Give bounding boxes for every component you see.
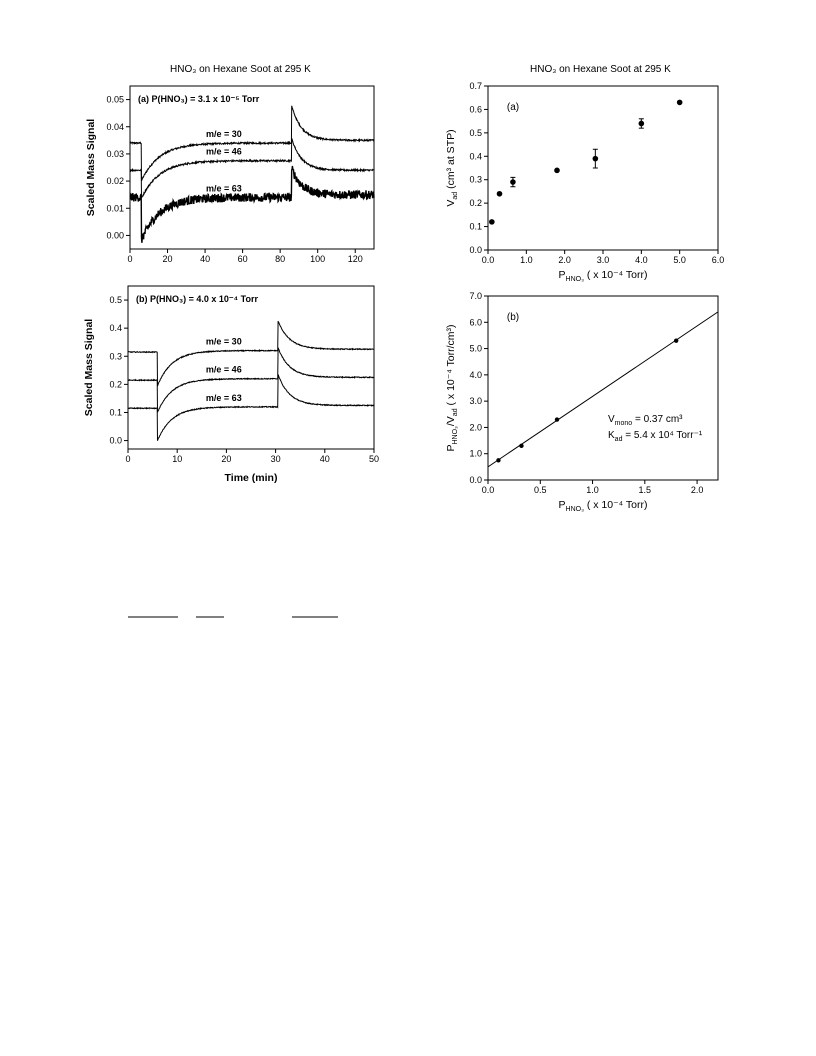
panel-label: (b) P(HNO₃) = 4.0 x 10⁻⁴ Torr bbox=[136, 294, 258, 304]
series-label: m/e = 46 bbox=[205, 146, 242, 157]
y-tick-label: 1.0 bbox=[469, 448, 482, 459]
y-axis-label-part: ad bbox=[452, 408, 459, 417]
series-line bbox=[130, 139, 374, 198]
y-tick-label: 0.03 bbox=[106, 148, 124, 159]
y-tick-label: 0.0 bbox=[469, 245, 482, 255]
data-point bbox=[593, 156, 599, 162]
y-tick-label: 0.01 bbox=[106, 203, 124, 214]
y-axis-label: Scaled Mass Signal bbox=[85, 118, 97, 217]
y-axis-label-part: P bbox=[445, 444, 457, 452]
x-tick-label: 0 bbox=[127, 254, 133, 264]
series-line bbox=[128, 321, 374, 386]
fit-line bbox=[488, 312, 718, 467]
plot-frame bbox=[128, 286, 374, 449]
x-axis-label bbox=[559, 499, 648, 513]
right-figure-title: HNO₃ on Hexane Soot at 295 K bbox=[530, 64, 671, 75]
data-point bbox=[510, 179, 516, 185]
left-figure-title: HNO₃ on Hexane Soot at 295 K bbox=[170, 64, 311, 75]
x-axis-label bbox=[559, 269, 648, 283]
annotation-kad-part: K bbox=[608, 430, 615, 441]
x-tick-label: 80 bbox=[275, 254, 286, 264]
chart-left-b bbox=[83, 286, 379, 484]
x-tick-label: 2.0 bbox=[690, 485, 704, 495]
series-label: m/e = 46 bbox=[205, 364, 242, 375]
plot-frame bbox=[488, 86, 718, 250]
data-point bbox=[674, 338, 678, 342]
x-tick-label: 2.0 bbox=[558, 255, 571, 265]
y-axis-label-part: (cm³ at STP) bbox=[445, 129, 457, 192]
x-tick-label: 0.5 bbox=[534, 485, 547, 495]
y-axis-label-part: ( x 10⁻⁴ Torr/cm³) bbox=[445, 324, 457, 409]
chart-left-a bbox=[85, 86, 374, 264]
y-tick-label: 5.0 bbox=[469, 343, 482, 354]
x-tick-label: 3.0 bbox=[596, 255, 610, 265]
series-label: m/e = 30 bbox=[205, 336, 242, 347]
x-tick-label: 20 bbox=[221, 454, 232, 464]
y-tick-label: 0.0 bbox=[469, 475, 482, 485]
y-axis-label-part: V bbox=[445, 199, 457, 207]
chart-right-a bbox=[445, 81, 724, 283]
y-tick-label: 0.4 bbox=[469, 151, 482, 162]
y-tick-label: 0.7 bbox=[469, 81, 482, 91]
x-tick-label: 20 bbox=[162, 254, 173, 264]
panel-label: (a) bbox=[506, 102, 520, 113]
x-axis-label-part: P bbox=[558, 499, 566, 511]
data-point bbox=[496, 458, 500, 462]
x-tick-label: 50 bbox=[368, 454, 380, 464]
x-tick-label: 1.0 bbox=[520, 255, 533, 265]
y-tick-label: 0.1 bbox=[109, 407, 122, 418]
y-axis-label-part: ad bbox=[452, 191, 459, 200]
x-tick-label: 1.5 bbox=[638, 485, 652, 495]
annotation-vmono-part: = 0.37 cm³ bbox=[632, 414, 683, 425]
series-label: m/e = 63 bbox=[205, 183, 242, 194]
x-tick-label: 30 bbox=[270, 454, 281, 464]
y-axis-label-part: HNO₃ bbox=[452, 426, 459, 445]
x-tick-label: 120 bbox=[347, 254, 363, 264]
x-tick-label: 6.0 bbox=[711, 255, 725, 265]
x-axis-label-part: ( x 10⁻⁴ Torr) bbox=[583, 499, 648, 511]
y-tick-label: 0.02 bbox=[106, 176, 124, 187]
y-tick-label: 0.3 bbox=[109, 351, 122, 362]
annotation-vmono-part: V bbox=[608, 414, 615, 425]
y-tick-label: 4.0 bbox=[469, 369, 482, 380]
series-line bbox=[128, 374, 374, 440]
x-axis-label-part: ( x 10⁻⁴ Torr) bbox=[583, 269, 648, 281]
data-point bbox=[489, 219, 495, 225]
data-point bbox=[497, 191, 503, 197]
series-label: m/e = 63 bbox=[205, 392, 242, 403]
y-axis-label bbox=[445, 324, 459, 451]
x-tick-label: 10 bbox=[172, 454, 183, 464]
y-tick-label: 0.5 bbox=[469, 127, 482, 138]
annotation-vmono-part: mono bbox=[614, 420, 633, 427]
y-tick-label: 0.3 bbox=[469, 174, 482, 185]
x-tick-label: 40 bbox=[319, 454, 330, 464]
annotation-kad-part: = 5.4 x 10⁴ Torr⁻¹ bbox=[622, 430, 703, 441]
y-tick-label: 0.04 bbox=[106, 121, 124, 132]
y-tick-label: 0.5 bbox=[109, 295, 122, 306]
x-tick-label: 5.0 bbox=[673, 255, 686, 265]
x-axis-label: Time (min) bbox=[224, 472, 278, 484]
data-point bbox=[639, 121, 645, 127]
y-axis-label: Scaled Mass Signal bbox=[83, 318, 95, 417]
plot-frame bbox=[488, 296, 718, 480]
x-axis-label-part: HNO₃ bbox=[565, 276, 584, 283]
x-tick-label: 0.0 bbox=[481, 255, 495, 265]
x-tick-label: 0.0 bbox=[481, 485, 495, 495]
x-tick-label: 1.0 bbox=[586, 485, 599, 495]
chart-right-b bbox=[445, 291, 718, 513]
panel-label: (a) P(HNO₃) = 3.1 x 10⁻⁵ Torr bbox=[138, 94, 260, 104]
series-line bbox=[130, 166, 374, 243]
data-point bbox=[554, 168, 560, 174]
x-tick-label: 40 bbox=[200, 254, 211, 264]
y-tick-label: 3.0 bbox=[469, 396, 482, 407]
y-tick-label: 0.00 bbox=[106, 230, 124, 241]
data-point bbox=[519, 444, 523, 448]
y-tick-label: 0.6 bbox=[469, 104, 482, 115]
x-tick-label: 100 bbox=[310, 254, 326, 264]
y-tick-label: 0.0 bbox=[109, 435, 122, 446]
data-point bbox=[677, 100, 683, 106]
annotation-kad-part: ad bbox=[614, 436, 623, 443]
y-tick-label: 0.2 bbox=[469, 198, 482, 209]
x-tick-label: 60 bbox=[237, 254, 248, 264]
annotation-vmono bbox=[608, 414, 683, 427]
y-tick-label: 2.0 bbox=[469, 422, 482, 433]
plot-frame bbox=[130, 86, 374, 249]
y-tick-label: 0.1 bbox=[469, 221, 482, 232]
x-tick-label: 0 bbox=[125, 454, 131, 464]
y-tick-label: 0.2 bbox=[109, 379, 122, 390]
y-axis-label bbox=[445, 129, 459, 206]
x-axis-label-part: HNO₃ bbox=[565, 506, 584, 513]
y-tick-label: 6.0 bbox=[469, 317, 482, 328]
y-axis-label-part: /V bbox=[445, 416, 457, 427]
x-axis-label-part: P bbox=[558, 269, 566, 281]
y-tick-label: 7.0 bbox=[469, 291, 482, 301]
y-tick-label: 0.05 bbox=[106, 94, 124, 105]
y-tick-label: 0.4 bbox=[109, 323, 122, 334]
series-line bbox=[128, 348, 374, 412]
data-point bbox=[555, 417, 559, 421]
annotation-kad bbox=[608, 430, 703, 443]
x-tick-label: 4.0 bbox=[635, 255, 648, 265]
series-label: m/e = 30 bbox=[205, 129, 242, 140]
panel-label: (b) bbox=[506, 312, 520, 323]
